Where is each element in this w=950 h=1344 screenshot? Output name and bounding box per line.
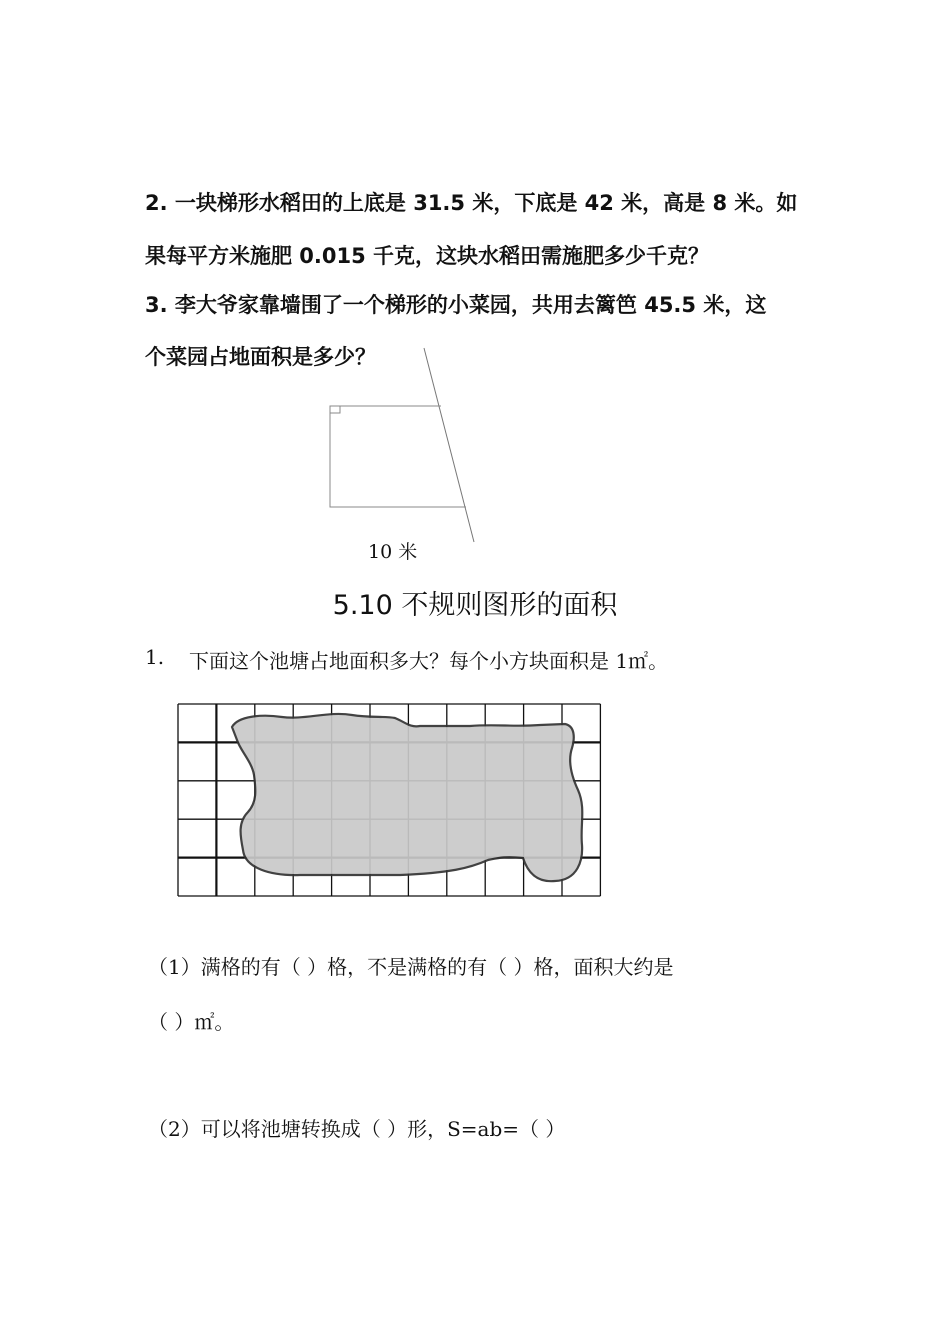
wall-line [424,348,474,542]
pond-grid-figure [0,690,950,930]
right-angle-mark [330,406,340,413]
q3-figure-label: 10 米 [368,541,418,563]
q2-line1: 2. 一块梯形水稻田的上底是 31.5 米，下底是 42 米，高是 8 米。如 [145,191,798,215]
p1-sub1-line1: （1）满格的有（ ）格，不是满格的有（ ）格，面积大约是 [148,955,674,979]
section-title: 5.10 不规则图形的面积 [332,590,618,621]
p1-sub2: （2）可以将池塘转换成（ ）形，S=ab=（ ） [148,1117,566,1141]
q2-line2: 果每平方米施肥 0.015 千克，这块水稻田需施肥多少千克？ [145,244,710,268]
p1-text: 下面这个池塘占地面积多大？每个小方块面积是 1㎡。 [189,649,669,673]
pond-shape [232,714,582,881]
p1-number: 1. [145,645,165,669]
q3-line2: 个菜园占地面积是多少？ [145,345,376,369]
q3-line1: 3. 李大爷家靠墙围了一个梯形的小菜园，共用去篱笆 45.5 米，这 [145,293,767,317]
p1-sub1-line2: （ ）㎡。 [148,1010,235,1034]
fence-outline [330,406,466,507]
trapezoid-garden-figure [0,0,950,600]
